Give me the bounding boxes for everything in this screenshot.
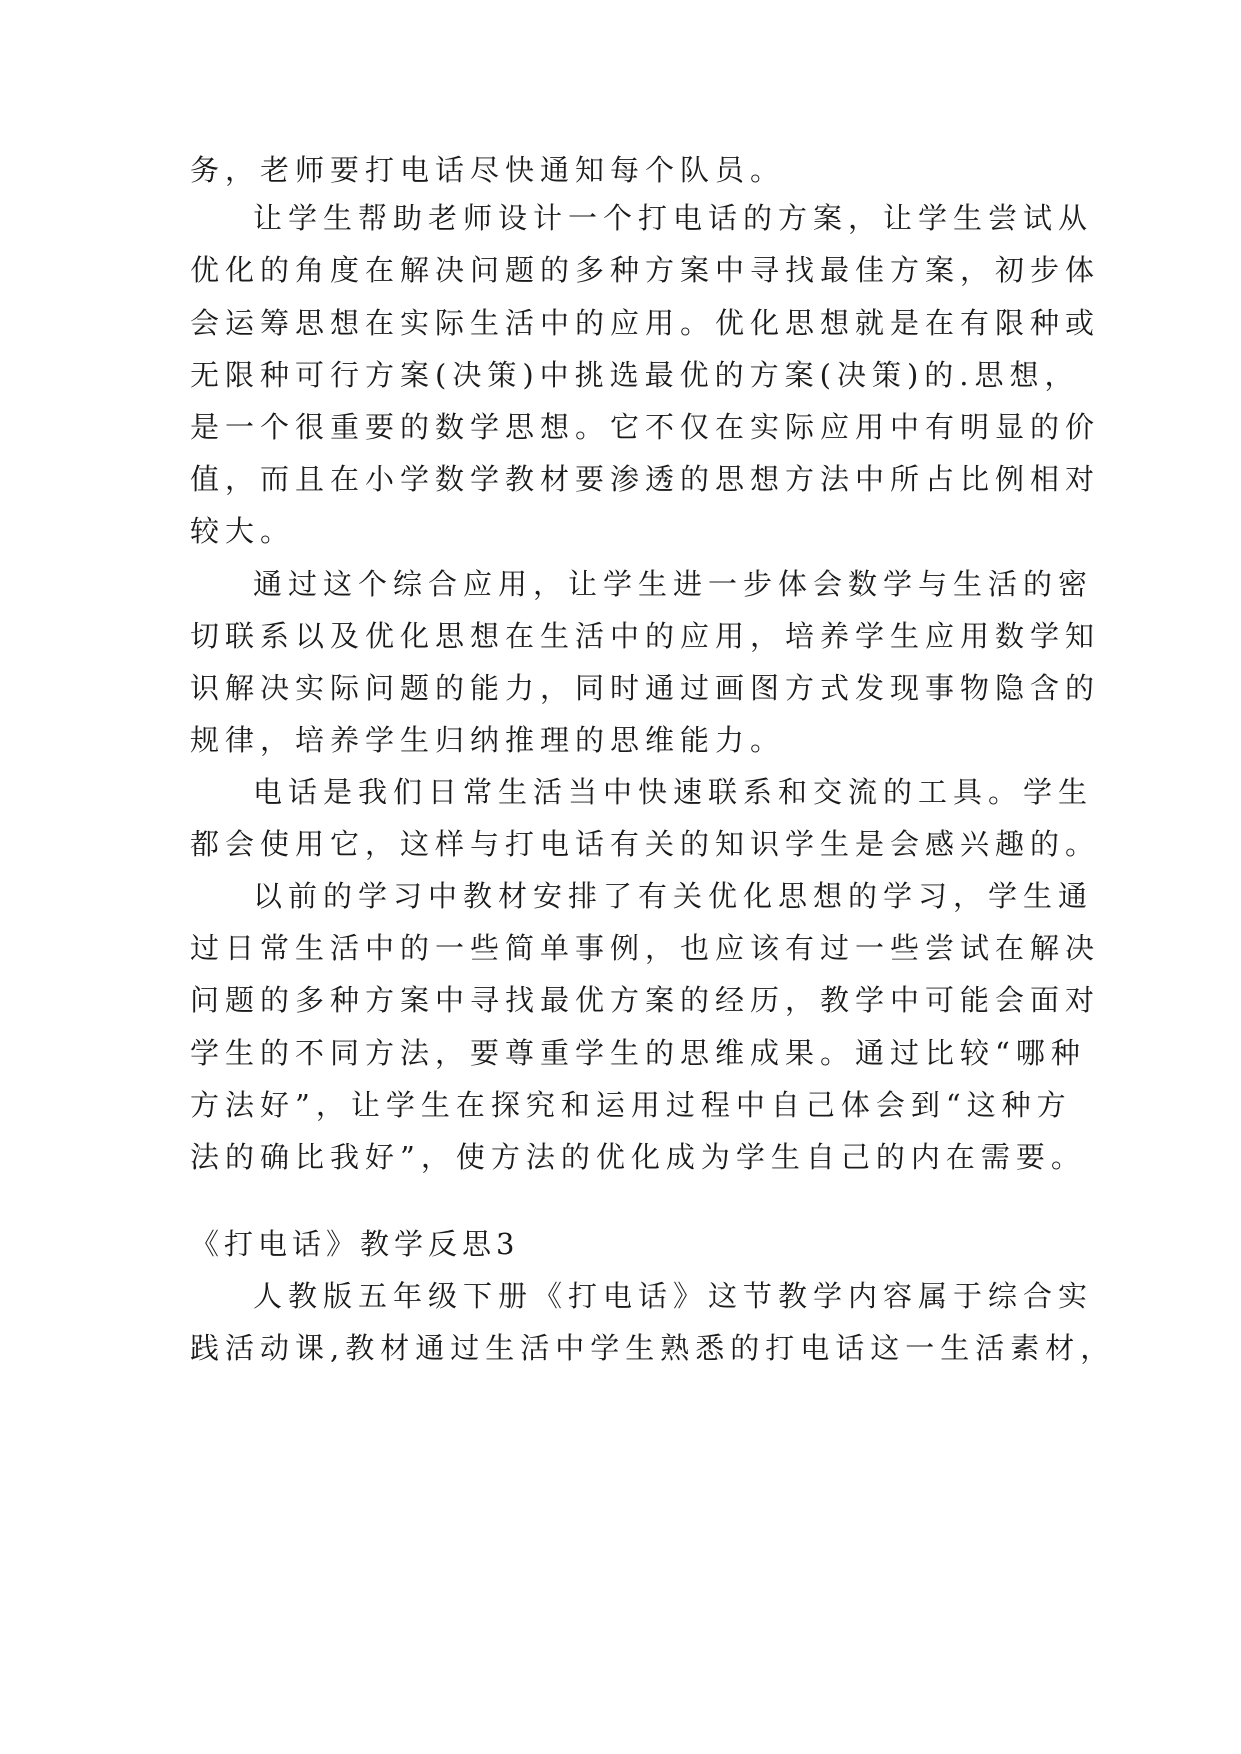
paragraph-first-line: 让学生帮助老师设计一个打电话的方案，让学生尝试从: [253, 201, 1094, 235]
text-line: 法的确比我好”，使方法的优化成为学生自己的内在需要。: [190, 1140, 1086, 1174]
text-line: 方法好”，让学生在探究和运用过程中自己体会到“这种方: [190, 1088, 1072, 1122]
text-line: 都会使用它，这样与打电话有关的知识学生是会感兴趣的。: [190, 827, 1101, 861]
paragraph-first-line: 人教版五年级下册《打电话》这节教学内容属于综合实: [253, 1279, 1094, 1313]
text-line: 过日常生活中的一些简单事例，也应该有过一些尝试在解决: [190, 931, 1101, 965]
text-line: 优化的角度在解决问题的多种方案中寻找最佳方案，初步体: [190, 253, 1101, 287]
text-line: 规律，培养学生归纳推理的思维能力。: [190, 723, 786, 757]
text-line: 践活动课,教材通过生活中学生熟悉的打电话这一生活素材，: [190, 1331, 1116, 1365]
text-line: 无限种可行方案(决策)中挑选最优的方案(决策)的.思想，: [190, 358, 1080, 392]
section-heading: 《打电话》教学反思3: [190, 1227, 520, 1261]
paragraph-first-line: 通过这个综合应用，让学生进一步体会数学与生活的密: [253, 567, 1094, 601]
text-line: 务，老师要打电话尽快通知每个队员。: [190, 153, 786, 187]
text-line: 学生的不同方法，要尊重学生的思维成果。通过比较“哪种: [190, 1036, 1086, 1070]
text-line: 问题的多种方案中寻找最优方案的经历，教学中可能会面对: [190, 983, 1101, 1017]
text-line: 会运筹思想在实际生活中的应用。优化思想就是在有限种或: [190, 306, 1101, 340]
text-line: 值，而且在小学数学教材要渗透的思想方法中所占比例相对: [190, 462, 1101, 496]
paragraph-first-line: 以前的学习中教材安排了有关优化思想的学习，学生通: [253, 879, 1094, 913]
text-line: 是一个很重要的数学思想。它不仅在实际应用中有明显的价: [190, 410, 1101, 444]
text-line: 较大。: [190, 514, 296, 548]
paragraph-first-line: 电话是我们日常生活当中快速联系和交流的工具。学生: [253, 775, 1094, 809]
text-line: 识解决实际问题的能力，同时通过画图方式发现事物隐含的: [190, 671, 1101, 705]
text-line: 切联系以及优化思想在生活中的应用，培养学生应用数学知: [190, 619, 1101, 653]
